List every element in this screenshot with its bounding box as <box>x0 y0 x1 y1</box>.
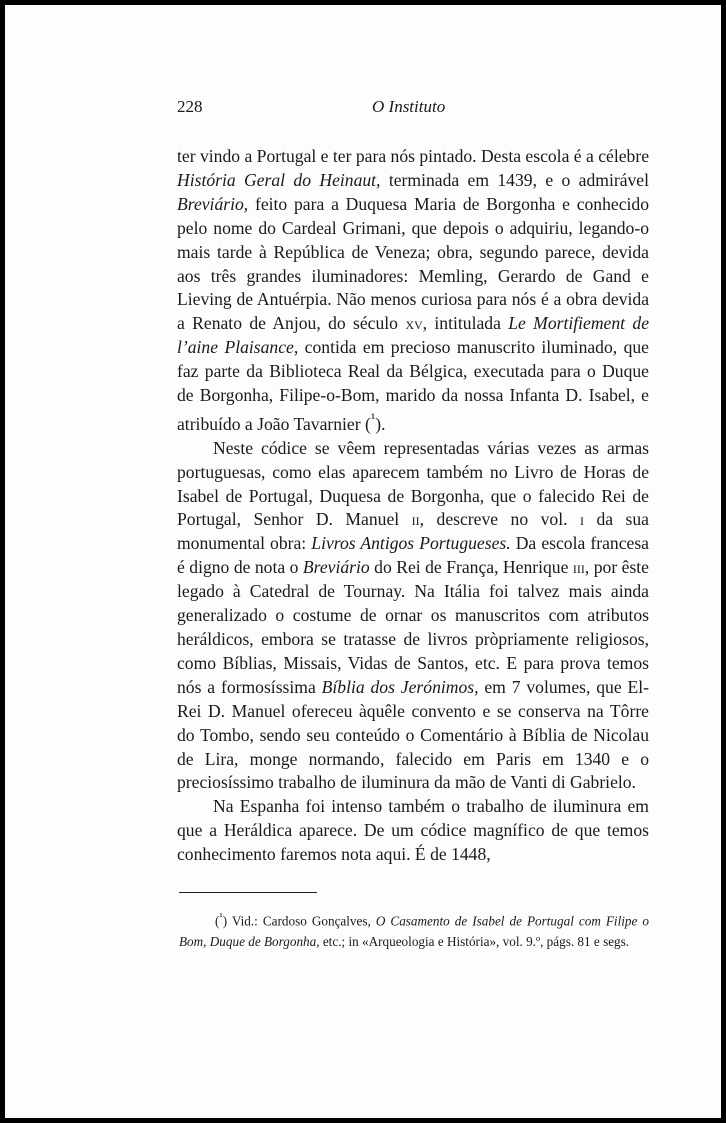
roman-numeral: iii <box>572 557 585 578</box>
text-run: etc.; in «Arqueologia e História», vol. 9.º, págs. 81 e segs. <box>319 934 630 950</box>
italic-text: História Geral do Heinaut, <box>177 169 381 190</box>
text-run: , por êste legado à Catedral de Tournay. Na Itália foi talvez mais ainda generalizado o costume de ornar os manuscritos com atributos heráldicos, embora se tratasse de livros pròpriamente religiosos, como Bíblias, Missais, Vidas de Santos, etc. E para prova temos nós a formosíssima <box>177 557 649 697</box>
text-run: ter vindo a Portugal e ter para nós pintado. Desta escola é a célebre <box>177 146 649 166</box>
text-run: feito para a Duquesa Maria de Borgonha e conhecido pelo nome do Cardeal Grimani, que depois o adquiriu, legando-o mais tarde à República de Veneza; obra, segundo parece, devida aos três grandes iluminadores: Memling, Gerardo de Gand e Lieving de Antuérpia. Não menos curiosa para nós é a obra devida a Renato de Anjou, do século <box>177 193 649 334</box>
text-run: em 7 volumes, que El-Rei D. Manuel ofereceu àquêle convento e se conserva na Tôrre do Tombo, sendo seu conteúdo o Comentário à Bíblia de Nicolau de Lira, monge normando, falecido em Paris em 1340 e o preciosíssimo trabalho de iluminura da mão de Vanti di Gabrielo. <box>177 676 649 793</box>
italic-text: Breviário, <box>177 193 249 214</box>
text-run: Neste códice se vêem representadas várias vezes as armas portuguesas, como elas aparecem também no Livro de Horas de Isabel de Portugal, Duquesa de Borgonha, que o falecido Rei de Portugal, Senhor D. Manuel <box>177 437 649 530</box>
text-run: Na Espanha foi intenso também o trabalho de iluminura em que a Heráldica aparece. De um códice magnífico de que temos conhecimento faremos nota aqui. É de 1448, <box>177 796 649 865</box>
footnote-marker: ¹ <box>370 410 376 427</box>
text-run: do Rei de França, Henrique <box>369 557 573 578</box>
text-run: Da escola francesa é digno de nota o <box>177 533 649 578</box>
roman-numeral: i <box>579 509 584 530</box>
italic-text: Bíblia dos Jerónimos, <box>321 676 479 697</box>
text-run: ). <box>375 413 386 434</box>
footnote <box>179 907 649 952</box>
paragraph <box>177 437 649 796</box>
text-run: , descreve no vol. <box>419 509 580 530</box>
body-text <box>177 145 649 867</box>
text-run: ( <box>215 913 220 929</box>
page-header <box>177 97 649 121</box>
text-run: da sua monumental obra: <box>177 509 649 554</box>
roman-numeral: ii <box>411 509 420 530</box>
text-run: contida em precioso manuscrito iluminado, que faz parte da Biblioteca Real da Bélgica, executada para o Duque de Borgonha, Filipe-o-Bom, marido da nossa Infanta D. Isabel, e atribuído a João Tavarnier ( <box>177 337 649 434</box>
italic-text: Le Mortifiement de l’aine Plaisance, <box>177 313 650 358</box>
running-title: O Instituto <box>372 97 446 116</box>
footnote-marker: ¹ <box>219 911 223 923</box>
text-run: , intitulada <box>422 313 509 334</box>
text-run: terminada em 1439, e o admirável <box>380 169 649 190</box>
italic-text: Breviário <box>302 557 370 578</box>
italic-text: Livros Antigos Portugueses. <box>311 533 511 554</box>
paragraph <box>177 795 649 867</box>
page-number: 228 <box>177 97 203 116</box>
italic-text: O Casamento de Isabel de Portugal com Filipe o Bom, Duque de Borgonha, <box>179 913 649 950</box>
text-run: ) Vid.: Cardoso Gonçalves, <box>222 913 376 929</box>
roman-numeral: xv <box>405 313 423 334</box>
paragraph <box>177 145 649 437</box>
footnote-divider <box>179 892 317 893</box>
